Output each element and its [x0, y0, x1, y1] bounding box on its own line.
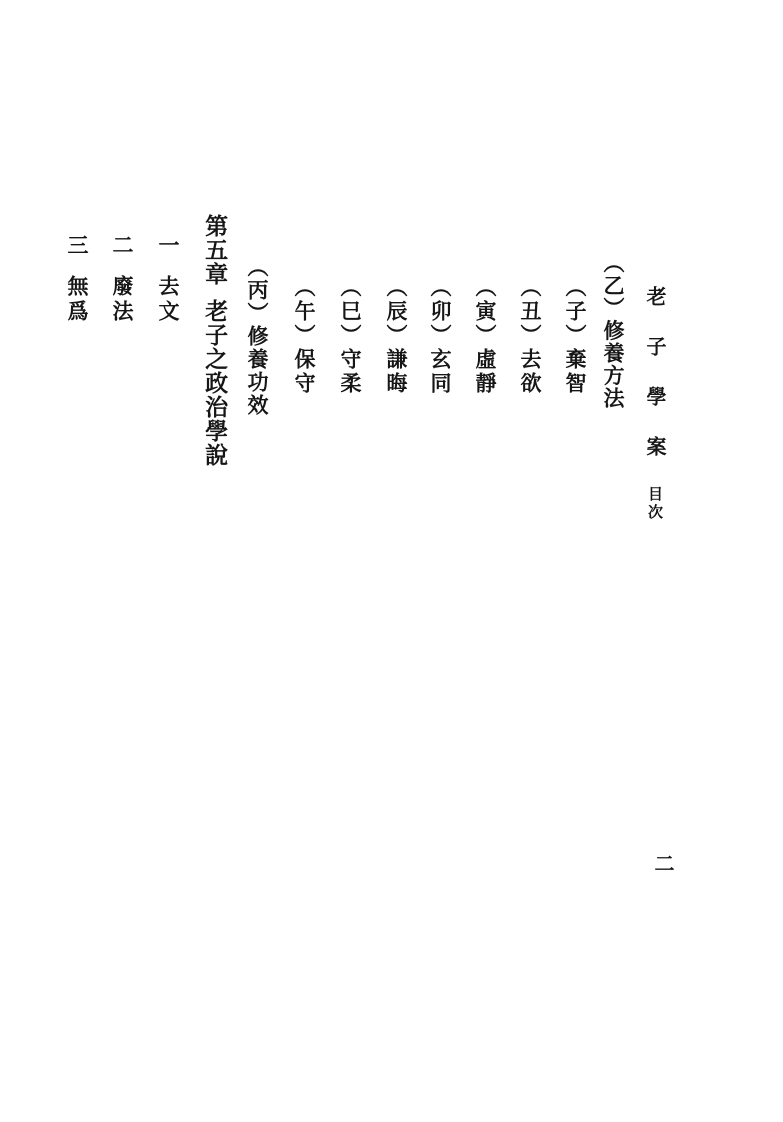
- book-title: 老子學案: [643, 286, 668, 486]
- toc-entry-term: 去欲: [518, 348, 544, 396]
- toc-entry-label: （寅）: [473, 276, 499, 348]
- toc-entry-number: 二: [110, 234, 136, 259]
- toc-chapter-title: 老子之政治學說: [201, 299, 229, 467]
- toc-chapter-5: [201, 214, 229, 467]
- toc-entry-si: [338, 276, 364, 396]
- toc-section-c: [245, 256, 271, 417]
- toc-entry-chou: [518, 276, 544, 396]
- toc-entry-number: 三: [65, 234, 91, 259]
- toc-entry-term: 廢法: [110, 275, 136, 325]
- toc-entry-zi: [563, 276, 589, 396]
- toc-entry-chen: [384, 276, 410, 396]
- toc-section-c-title: 修養功效: [245, 325, 271, 417]
- toc-entry-label: （子）: [563, 276, 589, 348]
- page-number: 二: [651, 853, 675, 876]
- toc-section-c-label: （丙）: [245, 256, 271, 325]
- toc-section-b: [601, 252, 627, 410]
- toc-entry-term: 守柔: [338, 348, 364, 396]
- toc-entry-number: 一: [156, 234, 182, 259]
- contents-label: 目次: [646, 486, 665, 522]
- toc-entry-label: （卯）: [428, 276, 454, 348]
- toc-entry-term: 棄智: [563, 348, 589, 396]
- toc-entry-term: 虛靜: [473, 348, 499, 396]
- toc-chapter-label: 第五章: [201, 214, 229, 286]
- toc-section-b-label: （乙）: [601, 252, 627, 320]
- toc-numbered-entry-3: [65, 234, 91, 325]
- toc-entry-label: （午）: [292, 276, 318, 348]
- toc-entry-term: 謙晦: [384, 348, 410, 396]
- toc-entry-mao: [428, 276, 454, 396]
- toc-entry-term: 去文: [156, 275, 182, 325]
- toc-entry-yin: [473, 276, 499, 396]
- toc-entry-term: 無爲: [65, 275, 91, 325]
- toc-numbered-entry-2: [110, 234, 136, 325]
- toc-entry-wu: [292, 276, 318, 396]
- toc-entry-label: （巳）: [338, 276, 364, 348]
- toc-entry-term: 玄同: [428, 348, 454, 396]
- toc-entry-label: （辰）: [384, 276, 410, 348]
- toc-section-b-title: 修養方法: [601, 319, 627, 410]
- toc-entry-term: 保守: [292, 348, 318, 396]
- toc-numbered-entry-1: [156, 234, 182, 325]
- toc-entry-label: （丑）: [518, 276, 544, 348]
- running-head: [644, 286, 666, 522]
